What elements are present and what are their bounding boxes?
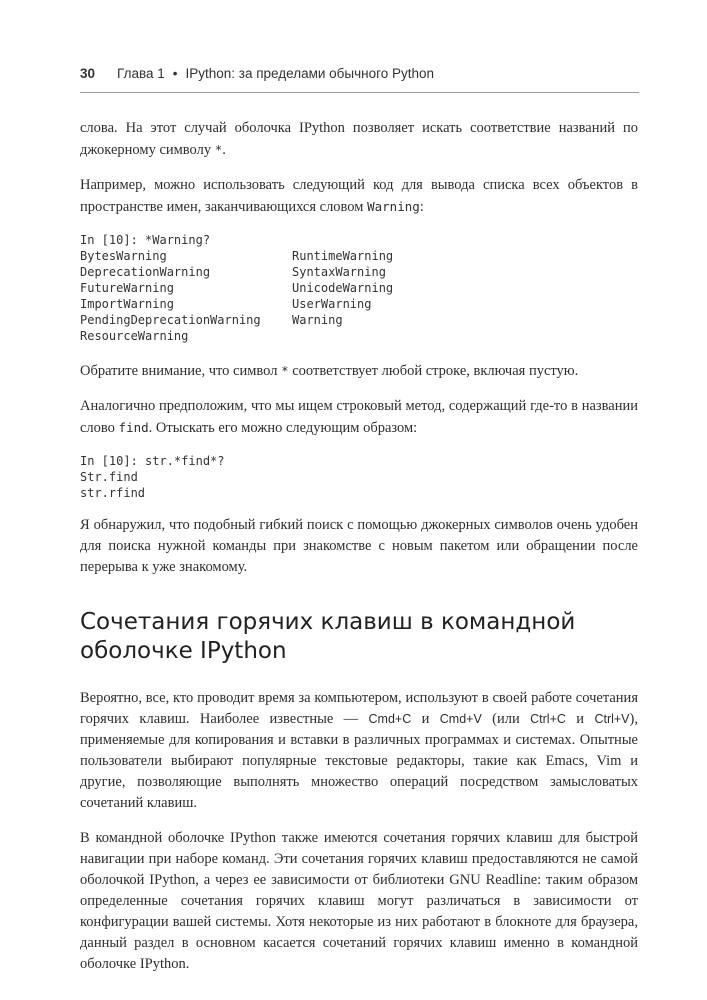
key-combo: Ctrl+C (530, 712, 566, 726)
code-line (292, 328, 638, 344)
code-prompt: In [10]: str.*find*? (80, 454, 225, 468)
running-header (80, 66, 639, 81)
paragraph-4: Аналогично предположим, что мы ищем строковый метод, содержащий где-то в названии слово find. Отыскать его можно следующим образом: (80, 398, 638, 436)
inline-code: Warning (367, 199, 420, 214)
code-line: FutureWarning (80, 281, 174, 295)
code-line: RuntimeWarning (292, 249, 394, 263)
paragraph-6: Вероятно, все, кто проводит время за компьютером, используют в своей работе сочетания горячих клавиш. Наиболее известные — Cmd+C и Cmd+V (или Ctrl+C и Ctrl+V), применяемые для копирования и вставки в различных программах и системах. Опытные пользователи выбирают популярные текстовые редакторы, такие как Emacs, Vim и другие, позволяющие выполнять множество операций посредством замысловатых сочетаний клавиш. (80, 690, 638, 811)
code-line: BytesWarning (80, 249, 167, 263)
header-rule (80, 92, 639, 93)
page-number: 30 (80, 66, 96, 81)
paragraph-5: Я обнаружил, что подобный гибкий поиск с помощью джокерных символов очень удобен для поиска нужной команды при знакомстве с новым пакетом или обращении после перерыва к уже знакомому. (80, 517, 638, 575)
code-line: ImportWarning (80, 297, 174, 311)
code-line: str.rfind (80, 486, 146, 500)
code-block-warnings (80, 232, 638, 344)
chapter-title: IPython: за пределами обычного Python (185, 66, 435, 81)
inline-code: find (118, 420, 149, 435)
code-prompt: In [10]: *Warning? (80, 233, 211, 247)
section-heading: Сочетания горячих клавиш в командной оболочке IPython (80, 609, 576, 664)
header-bullet: • (172, 66, 178, 81)
key-combo: Ctrl+V (594, 712, 630, 726)
code-block-find (80, 453, 638, 501)
code-line: Str.find (80, 470, 138, 484)
key-combo: Cmd+V (439, 712, 482, 726)
code-line: SyntaxWarning (292, 265, 386, 279)
code-line: Warning (292, 313, 343, 327)
paragraph-1: слова. На этот случай оболочка IPython позволяет искать соответствие названий по джокерному символу *. (80, 120, 638, 158)
chapter-label: Глава 1 (117, 66, 165, 81)
paragraph-2: Например, можно использовать следующий код для вывода списка всех объектов в пространстве имен, заканчивающихся словом Warning: (80, 177, 638, 215)
code-line: PendingDeprecationWarning (80, 313, 261, 327)
inline-code: * (281, 363, 289, 378)
code-line: ResourceWarning (80, 329, 189, 343)
code-line: UnicodeWarning (292, 281, 394, 295)
code-line: DeprecationWarning (80, 265, 211, 279)
page-content (80, 118, 638, 989)
paragraph-7: В командной оболочке IPython также имеются сочетания горячих клавиш для быстрой навигации при наборе команд. Эти сочетания горячих клавиш предоставляются не самой оболочкой IPython, а через ее зависимости от библиотеки GNU Readline: таким образом определенные сочетания горячих клавиш могут различаться в зависимости от конфигурации вашей системы. Хотя некоторые из них работают в блокноте для браузера, данный раздел в основном касается сочетаний горячих клавиш именно в командной оболочке IPython. (80, 830, 638, 972)
code-line: UserWarning (292, 297, 372, 311)
paragraph-3: Обратите внимание, что символ * соответствует любой строке, включая пустую. (80, 363, 579, 379)
key-combo: Cmd+C (368, 712, 412, 726)
inline-code: * (214, 142, 223, 157)
